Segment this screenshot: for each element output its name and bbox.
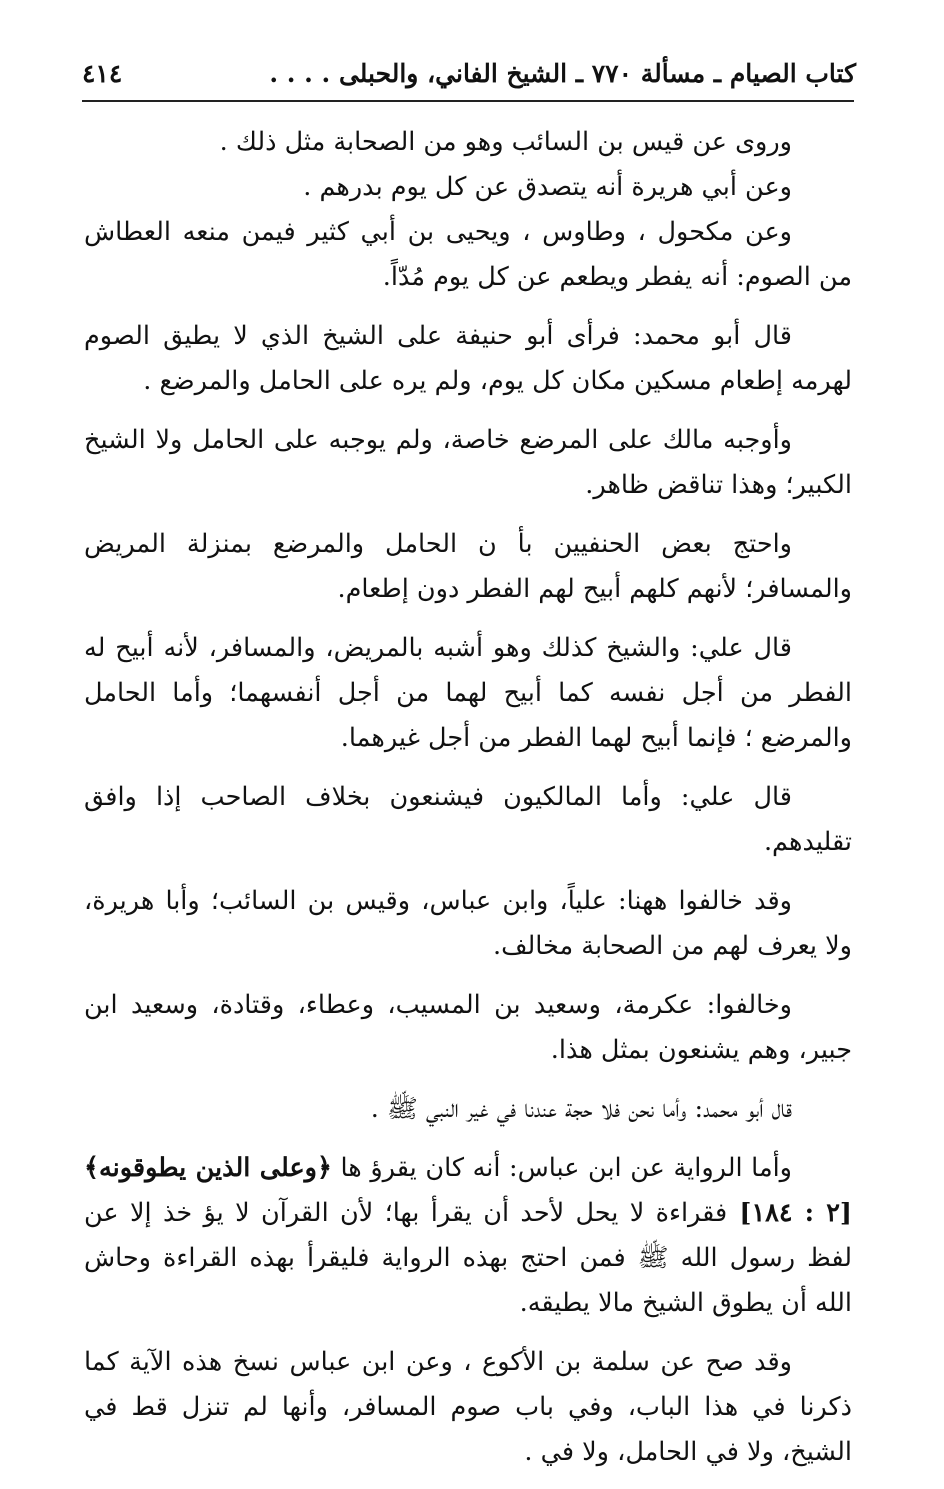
quran-commentary: فقراءة لا يحل لأحد أن يقرأ بها؛ لأن القرآن لا يؤ خذ إلا عن لفظ رسول الله ﷺ فمن احتج بهذه الرواية فليقرأ بهذه القراءة وحاش الله أن يطوق الشيخ مالا يطيقه. xyxy=(84,1198,852,1318)
paragraph: وقد خالفوا ههنا: علياً، وابن عباس، وقيس بن السائب؛ وأبا هريرة، ولا يعرف لهم من الصحابة مخالف. xyxy=(84,886,852,961)
paragraph: وأوجبه مالك على المرضع خاصة، ولم يوجبه على الحامل ولا الشيخ الكبير؛ وهذا تناقض ظاهر. xyxy=(84,425,852,500)
paragraph: وروى عن قيس بن السائب وهو من الصحابة مثل ذلك . xyxy=(219,127,792,157)
paragraph: قال علي: والشيخ كذلك وهو أشبه بالمريض، والمسافر، لأنه أبيح له الفطر من أجل نفسه كما أبيح لهما من أجل أنفسهما؛ وأما الحامل والمرضع ؛ فإنما أبيح لهما الفطر من أجل غيرهما. xyxy=(84,633,852,753)
paragraph: وعن أبي هريرة أنه يتصدق عن كل يوم بدرهم . xyxy=(303,172,792,202)
paragraph: قال أبو محمد: فرأى أبو حنيفة على الشيخ الذي لا يطيق الصوم لهرمه إطعام مسكين مكان كل يوم، ولم يره على الحامل والمرضع . xyxy=(84,321,852,396)
page-header xyxy=(82,52,856,94)
page-number: ٤١٤ xyxy=(82,58,123,88)
paragraph: قال علي: وأما المالكيون فيشنعون بخلاف الصاحب إذا وافق تقليدهم. xyxy=(84,782,852,857)
header-rule xyxy=(82,100,854,102)
paragraph: واحتج بعض الحنفيين بأ ن الحامل والمرضع بمنزلة المريض والمسافر؛ لأنهم كلهم أبيح لهم الفطر دون إطعام. xyxy=(84,529,852,604)
running-title: كتاب الصيام ـ مسألة ٧٧٠ ـ الشيخ الفاني، والحبلى . . . . xyxy=(269,58,856,88)
quran-intro: وأما الرواية عن ابن عباس: أنه كان يقرؤ ها xyxy=(331,1153,793,1183)
paragraph: وخالفوا: عكرمة، وسعيد بن المسيب، وعطاء، وقتادة، وسعيد ابن جبير، وهم يشنعون بمثل هذا. xyxy=(84,990,852,1065)
paragraph: قال أبو محمد: وأما نحن فلا حجة عندنا في غير النبي ﷺ . xyxy=(370,1094,792,1124)
paragraph: وقد صح عن سلمة بن الأكوع ، وعن ابن عباس نسخ هذه الآية كما ذكرنا في هذا الباب، وفي باب صوم المسافر، وأنها لم تنزل قط في الشيخ، ولا في الحامل، ولا في . xyxy=(84,1347,852,1467)
quran-paragraph xyxy=(84,1146,852,1326)
paragraph: وعن مكحول ، وطاوس ، ويحيى بن أبي كثير فيمن منعه العطاش من الصوم: أنه يفطر ويطعم عن كل يوم مُدّاً. xyxy=(84,217,852,292)
verse-reference: [٢ : ١٨٤] xyxy=(727,1198,852,1228)
quran-verse: ﴿وعلى الذين يطوقونه﴾ xyxy=(84,1153,332,1183)
body-text xyxy=(84,120,852,1489)
